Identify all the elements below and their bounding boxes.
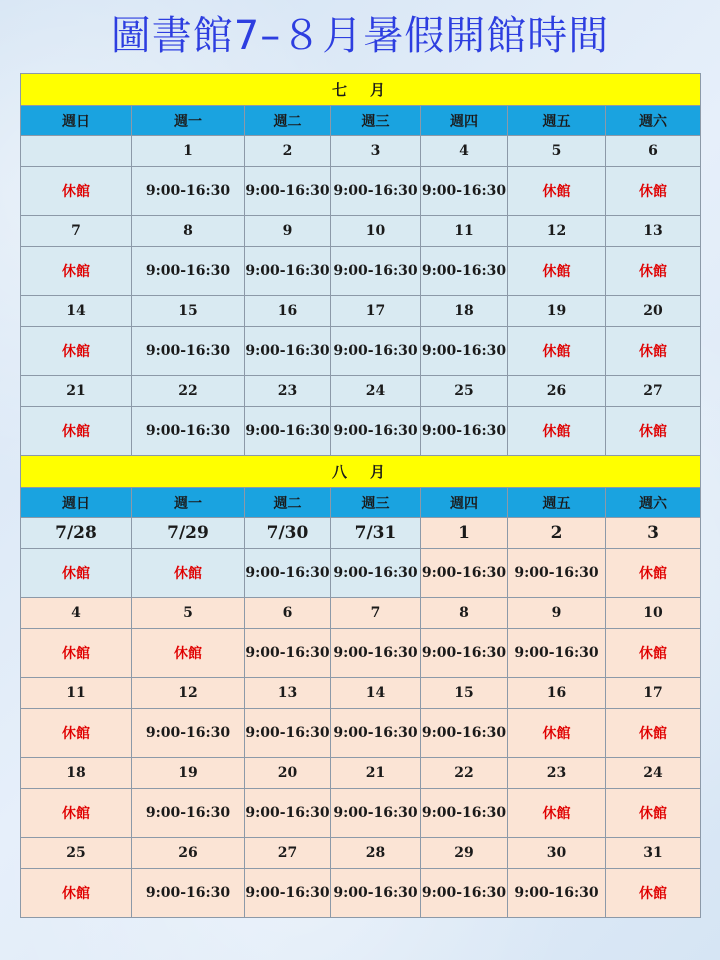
date-cell: 7/28 (21, 518, 132, 549)
hours-row (21, 407, 701, 456)
open-hours-cell: 9:00-16:30 (132, 709, 245, 758)
open-hours-cell: 9:00-16:30 (245, 709, 331, 758)
date-row (21, 678, 701, 709)
date-cell: 3 (331, 136, 421, 167)
date-cell: 26 (508, 376, 606, 407)
open-hours-cell: 9:00-16:30 (421, 167, 508, 216)
date-cell: 7/30 (245, 518, 331, 549)
date-cell: 10 (606, 598, 701, 629)
date-cell: 17 (331, 296, 421, 327)
open-hours-cell: 9:00-16:30 (245, 869, 331, 918)
closed-cell: 休館 (508, 247, 606, 296)
weekday-header-cell: 週一 (132, 106, 245, 136)
date-row (21, 758, 701, 789)
weekday-header-row (21, 106, 701, 136)
closed-cell: 休館 (21, 869, 132, 918)
date-cell: 17 (606, 678, 701, 709)
date-cell: 2 (245, 136, 331, 167)
closed-cell: 休館 (508, 407, 606, 456)
weekday-header-cell: 週二 (245, 106, 331, 136)
hours-row (21, 789, 701, 838)
date-cell: 3 (606, 518, 701, 549)
open-hours-cell: 9:00-16:30 (331, 327, 421, 376)
date-cell: 23 (245, 376, 331, 407)
closed-cell: 休館 (508, 327, 606, 376)
date-cell (21, 136, 132, 167)
closed-cell: 休館 (606, 327, 701, 376)
date-cell: 22 (421, 758, 508, 789)
date-cell: 26 (132, 838, 245, 869)
schedule-table (20, 73, 701, 918)
date-cell: 19 (508, 296, 606, 327)
date-cell: 30 (508, 838, 606, 869)
weekday-header-cell: 週三 (331, 106, 421, 136)
open-hours-cell: 9:00-16:30 (132, 789, 245, 838)
open-hours-cell: 9:00-16:30 (331, 869, 421, 918)
date-cell: 20 (606, 296, 701, 327)
open-hours-cell: 9:00-16:30 (132, 407, 245, 456)
open-hours-cell: 9:00-16:30 (508, 869, 606, 918)
month-header-row (21, 74, 701, 106)
date-cell: 23 (508, 758, 606, 789)
closed-cell: 休館 (508, 167, 606, 216)
weekday-header-cell: 週三 (331, 488, 421, 518)
closed-cell: 休館 (606, 247, 701, 296)
open-hours-cell: 9:00-16:30 (245, 167, 331, 216)
date-cell: 16 (245, 296, 331, 327)
closed-cell: 休館 (508, 789, 606, 838)
open-hours-cell: 9:00-16:30 (421, 869, 508, 918)
weekday-header-cell: 週二 (245, 488, 331, 518)
open-hours-cell: 9:00-16:30 (245, 549, 331, 598)
open-hours-cell: 9:00-16:30 (421, 407, 508, 456)
date-cell: 15 (132, 296, 245, 327)
closed-cell: 休館 (606, 407, 701, 456)
date-cell: 20 (245, 758, 331, 789)
weekday-header-cell: 週四 (421, 488, 508, 518)
open-hours-cell: 9:00-16:30 (421, 549, 508, 598)
open-hours-cell: 9:00-16:30 (245, 247, 331, 296)
date-cell: 24 (331, 376, 421, 407)
closed-cell: 休館 (21, 709, 132, 758)
date-cell: 14 (21, 296, 132, 327)
closed-cell: 休館 (132, 629, 245, 678)
open-hours-cell: 9:00-16:30 (331, 629, 421, 678)
date-row (21, 598, 701, 629)
open-hours-cell: 9:00-16:30 (245, 327, 331, 376)
open-hours-cell: 9:00-16:30 (331, 247, 421, 296)
open-hours-cell: 9:00-16:30 (331, 167, 421, 216)
closed-cell: 休館 (132, 549, 245, 598)
hours-row (21, 709, 701, 758)
month-title: 八 月 (21, 456, 701, 488)
date-cell: 5 (132, 598, 245, 629)
date-cell: 24 (606, 758, 701, 789)
closed-cell: 休館 (606, 629, 701, 678)
closed-cell: 休館 (508, 709, 606, 758)
date-row (21, 518, 701, 549)
date-cell: 21 (331, 758, 421, 789)
date-cell: 7/31 (331, 518, 421, 549)
date-cell: 25 (421, 376, 508, 407)
date-cell: 6 (606, 136, 701, 167)
date-cell: 13 (606, 216, 701, 247)
date-cell: 11 (421, 216, 508, 247)
weekday-header-cell: 週日 (21, 106, 132, 136)
hours-row (21, 549, 701, 598)
open-hours-cell: 9:00-16:30 (132, 327, 245, 376)
closed-cell: 休館 (606, 709, 701, 758)
date-row (21, 376, 701, 407)
open-hours-cell: 9:00-16:30 (331, 709, 421, 758)
closed-cell: 休館 (21, 327, 132, 376)
open-hours-cell: 9:00-16:30 (421, 709, 508, 758)
closed-cell: 休館 (21, 167, 132, 216)
date-cell: 6 (245, 598, 331, 629)
date-cell: 11 (21, 678, 132, 709)
open-hours-cell: 9:00-16:30 (132, 869, 245, 918)
open-hours-cell: 9:00-16:30 (421, 247, 508, 296)
date-row (21, 838, 701, 869)
date-cell: 5 (508, 136, 606, 167)
date-cell: 9 (508, 598, 606, 629)
hours-row (21, 247, 701, 296)
date-cell: 7 (21, 216, 132, 247)
date-cell: 10 (331, 216, 421, 247)
date-cell: 8 (421, 598, 508, 629)
open-hours-cell: 9:00-16:30 (508, 549, 606, 598)
date-cell: 13 (245, 678, 331, 709)
date-cell: 19 (132, 758, 245, 789)
date-cell: 9 (245, 216, 331, 247)
month-header-row (21, 456, 701, 488)
date-cell: 2 (508, 518, 606, 549)
date-row (21, 136, 701, 167)
open-hours-cell: 9:00-16:30 (132, 167, 245, 216)
open-hours-cell: 9:00-16:30 (245, 789, 331, 838)
open-hours-cell: 9:00-16:30 (421, 327, 508, 376)
closed-cell: 休館 (21, 247, 132, 296)
date-row (21, 216, 701, 247)
closed-cell: 休館 (606, 789, 701, 838)
date-cell: 31 (606, 838, 701, 869)
closed-cell: 休館 (21, 549, 132, 598)
date-cell: 4 (21, 598, 132, 629)
closed-cell: 休館 (21, 407, 132, 456)
closed-cell: 休館 (606, 167, 701, 216)
closed-cell: 休館 (21, 789, 132, 838)
open-hours-cell: 9:00-16:30 (132, 247, 245, 296)
date-cell: 8 (132, 216, 245, 247)
date-cell: 22 (132, 376, 245, 407)
open-hours-cell: 9:00-16:30 (421, 629, 508, 678)
open-hours-cell: 9:00-16:30 (421, 789, 508, 838)
open-hours-cell: 9:00-16:30 (331, 549, 421, 598)
open-hours-cell: 9:00-16:30 (508, 629, 606, 678)
open-hours-cell: 9:00-16:30 (331, 407, 421, 456)
page-title: 圖書館7–８月暑假開館時間 (110, 13, 610, 59)
month-title: 七 月 (21, 74, 701, 106)
date-row (21, 296, 701, 327)
date-cell: 18 (421, 296, 508, 327)
date-cell: 15 (421, 678, 508, 709)
open-hours-cell: 9:00-16:30 (331, 789, 421, 838)
date-cell: 25 (21, 838, 132, 869)
hours-row (21, 869, 701, 918)
hours-row (21, 629, 701, 678)
closed-cell: 休館 (21, 629, 132, 678)
weekday-header-cell: 週六 (606, 488, 701, 518)
weekday-header-cell: 週五 (508, 106, 606, 136)
hours-row (21, 327, 701, 376)
weekday-header-cell: 週五 (508, 488, 606, 518)
open-hours-cell: 9:00-16:30 (245, 407, 331, 456)
date-cell: 27 (606, 376, 701, 407)
weekday-header-cell: 週四 (421, 106, 508, 136)
date-cell: 12 (132, 678, 245, 709)
date-cell: 28 (331, 838, 421, 869)
date-cell: 21 (21, 376, 132, 407)
hours-row (21, 167, 701, 216)
date-cell: 16 (508, 678, 606, 709)
date-cell: 14 (331, 678, 421, 709)
date-cell: 7 (331, 598, 421, 629)
date-cell: 18 (21, 758, 132, 789)
date-cell: 1 (132, 136, 245, 167)
weekday-header-cell: 週一 (132, 488, 245, 518)
open-hours-cell: 9:00-16:30 (245, 629, 331, 678)
date-cell: 7/29 (132, 518, 245, 549)
date-cell: 27 (245, 838, 331, 869)
weekday-header-row (21, 488, 701, 518)
closed-cell: 休館 (606, 549, 701, 598)
date-cell: 12 (508, 216, 606, 247)
weekday-header-cell: 週日 (21, 488, 132, 518)
closed-cell: 休館 (606, 869, 701, 918)
date-cell: 4 (421, 136, 508, 167)
date-cell: 29 (421, 838, 508, 869)
weekday-header-cell: 週六 (606, 106, 701, 136)
date-cell: 1 (421, 518, 508, 549)
